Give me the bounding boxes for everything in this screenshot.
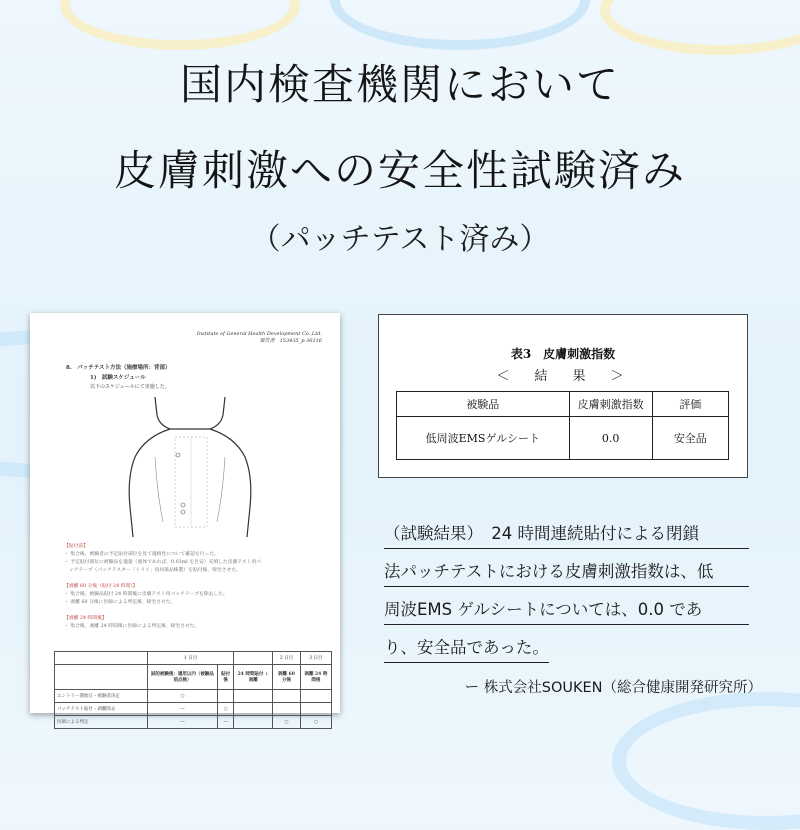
table-cell: ○ bbox=[300, 716, 331, 729]
result-table-title: 表3 皮膚刺激指数 bbox=[510, 347, 616, 361]
table-cell: 低周波EMSゲルシート bbox=[397, 417, 570, 460]
table-cell bbox=[300, 690, 331, 703]
column-header: 皮膚刺激指数 bbox=[569, 392, 652, 417]
table-row bbox=[55, 665, 332, 690]
table-cell: 試的被験後：適用以内（被験品前点検） bbox=[148, 665, 218, 690]
back-diagram-illustration bbox=[125, 397, 255, 537]
result-caption bbox=[384, 515, 749, 667]
table-cell bbox=[300, 703, 331, 716]
note-line: ・ 集合後、被験者の予定貼付部位を見て適格性について確認を行った。 bbox=[64, 552, 219, 557]
table-row bbox=[55, 690, 332, 703]
table-cell bbox=[234, 690, 273, 703]
table-cell: — bbox=[217, 716, 233, 729]
subsection-heading: 1) 試験スケジュール bbox=[90, 375, 146, 381]
report-reference: 報告書 153435_p-36116 bbox=[259, 338, 322, 344]
caption-line: 周波EMS ゲルシートについては、0.0 であ bbox=[384, 591, 749, 625]
table-cell: パッチテスト貼付・剥離除去 bbox=[55, 703, 148, 716]
headline-line-2: 皮膚刺激への安全性試験済み bbox=[113, 146, 686, 195]
table-cell bbox=[234, 716, 273, 729]
table-cell bbox=[234, 703, 273, 716]
caption-line: り、安全品であった。 bbox=[384, 629, 549, 663]
note-line: ッチテープ（パッチテスター「トリイ」鳥居薬品株製）を貼付後、帰宅させた。 bbox=[64, 568, 241, 573]
section-heading: 8. パッチテスト方法（施療場所：背部） bbox=[66, 365, 171, 371]
table-row bbox=[55, 716, 332, 729]
note-line: ・ 集合後、被験品貼付 24 時間後に皮膚テスト用パッチテープを除去した。 bbox=[64, 592, 228, 597]
table-row bbox=[397, 417, 729, 460]
table-cell: 貼付後 bbox=[217, 665, 233, 690]
caption-line: （試験結果） 24 時間連続貼付による閉鎖 bbox=[384, 515, 749, 549]
background-decoration bbox=[330, 0, 590, 50]
institute-name: Institute of General Health Development Co.,Ltd. bbox=[196, 331, 322, 337]
result-table bbox=[396, 391, 729, 460]
table-cell bbox=[217, 690, 233, 703]
table-cell: — bbox=[148, 703, 218, 716]
table-cell: 0.0 bbox=[569, 417, 652, 460]
table-cell: 剥離 60 分後 bbox=[273, 665, 301, 690]
table-cell: 剥離 24 時間後 bbox=[300, 665, 331, 690]
result-table-subtitle: ＜ 結 果 ＞ bbox=[496, 369, 630, 384]
caption-line: 法パッチテストにおける皮膚刺激指数は、低 bbox=[384, 553, 749, 587]
table-cell: 2 日目 bbox=[273, 652, 301, 665]
note-heading: 【貼付前】 bbox=[64, 544, 88, 549]
table-cell: 1 日目 bbox=[148, 652, 234, 665]
note-heading: 【剥離 60 分後（貼付 24 時間）】 bbox=[64, 584, 138, 589]
procedure-notes bbox=[64, 543, 324, 631]
table-cell bbox=[273, 690, 301, 703]
headline-line-1: 国内検査機関において bbox=[179, 60, 620, 109]
table-row bbox=[55, 703, 332, 716]
note-line: ・ 剥離 60 分後に医師による判定後、帰宅させた。 bbox=[64, 600, 176, 605]
column-header: 被験品 bbox=[397, 392, 570, 417]
table-cell: 24 時間貼付 ↓ 剥離 bbox=[234, 665, 273, 690]
table-cell: エントリー開始日・被験者決定 bbox=[55, 690, 148, 703]
headline-subtitle: （パッチテスト済み） bbox=[250, 222, 550, 257]
table-cell bbox=[55, 665, 148, 690]
source-credit: ー 株式会社SOUKEN（総合健康開発研究所） bbox=[464, 680, 762, 696]
test-report-document bbox=[30, 313, 340, 725]
table-cell: 安全品 bbox=[652, 417, 728, 460]
table-cell: ○ bbox=[273, 716, 301, 729]
column-header: 評価 bbox=[652, 392, 728, 417]
table-cell: — bbox=[148, 716, 218, 729]
table-row bbox=[55, 652, 332, 665]
table-cell bbox=[234, 652, 273, 665]
table-cell bbox=[273, 703, 301, 716]
result-table-card bbox=[378, 314, 748, 478]
note-line: ・ 集合後、剥離 24 時間後に医師による判定後、帰宅させた。 bbox=[64, 624, 200, 629]
table-cell: ○ bbox=[217, 703, 233, 716]
note-heading: 【剥離 24 時間後】 bbox=[64, 616, 107, 621]
background-decoration bbox=[600, 0, 800, 55]
background-decoration bbox=[60, 0, 300, 50]
table-cell bbox=[55, 652, 148, 665]
table-row bbox=[397, 392, 729, 417]
schedule-table bbox=[54, 651, 332, 729]
table-cell: 医師による判定 bbox=[55, 716, 148, 729]
note-line: ・ 予定貼付部位に被験品を適量（液体であれば、0.03ml を目安）充填した皮膚テスト用パ bbox=[64, 560, 262, 565]
report-header bbox=[197, 331, 322, 345]
table-cell: ○ bbox=[148, 690, 218, 703]
intro-text: 以下のスケジュールにて実施した。 bbox=[90, 384, 170, 390]
background-decoration bbox=[612, 692, 800, 830]
table-cell: 3 日目 bbox=[300, 652, 331, 665]
